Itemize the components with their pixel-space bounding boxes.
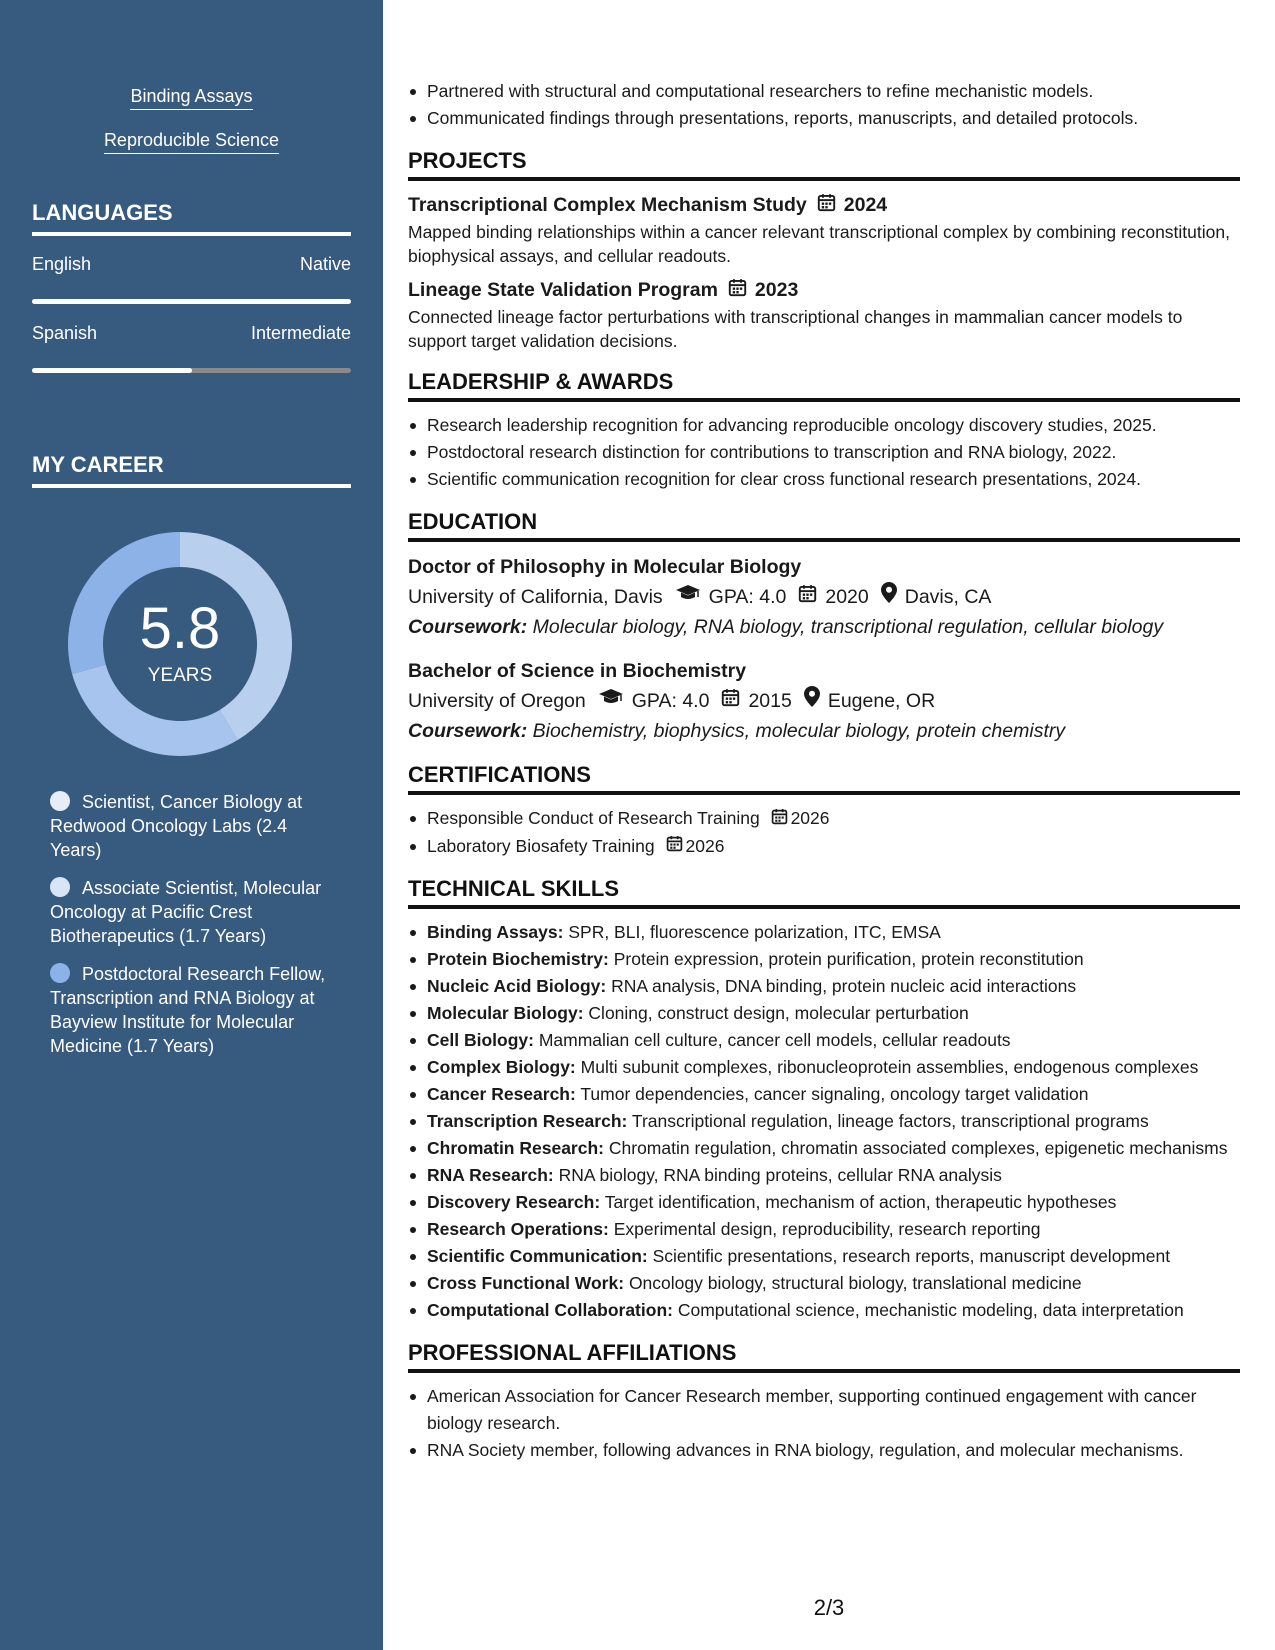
map-pin-icon [881,582,897,612]
project-title: Lineage State Validation Program [408,278,718,301]
project-item [408,276,1240,353]
skill-value: Protein expression, protein purification, protein reconstitution [613,949,1084,970]
gpa: GPA: 4.0 [631,689,710,712]
skill-tag: Binding Assays [130,86,252,110]
calendar-icon [817,192,836,220]
skill-label: Binding Assays: [427,922,564,943]
project-year: 2024 [843,194,888,216]
list-item: American Association for Cancer Research member, supporting continued engagement with cancer biology research. [408,1383,1240,1437]
list-item [408,1243,1240,1270]
skill-label: Discovery Research: [427,1192,601,1213]
graduation-cap-icon [675,582,701,612]
education-year: 2015 [748,689,792,712]
list-item [408,1135,1240,1162]
language-bar-english [32,299,351,304]
skill-value: Experimental design, reproducibility, research reporting [613,1219,1041,1240]
calendar-icon [721,686,740,716]
skill-value: RNA biology, RNA binding proteins, cellular RNA analysis [558,1165,1002,1186]
skill-label: Transcription Research: [427,1111,628,1132]
language-level: Intermediate [250,323,351,343]
career-total-years: 5.8 [139,596,221,661]
coursework: Biochemistry, biophysics, molecular biology, protein chemistry [532,719,1066,742]
skill-value: SPR, BLI, fluorescence polarization, ITC, EMSA [568,922,941,943]
skill-tag: Reproducible Science [104,130,279,154]
technical-skills-list [408,919,1240,1324]
skill-label: Nucleic Acid Biology: [427,976,607,997]
certification-year: 2026 [790,807,830,828]
list-item: Postdoctoral research distinction for contributions to transcription and RNA biology, 2022. [408,439,1240,466]
affiliations-heading: PROFESSIONAL AFFILIATIONS [408,1340,1240,1373]
certifications-heading: CERTIFICATIONS [408,762,1240,795]
list-item [408,919,1240,946]
leadership-heading: LEADERSHIP & AWARDS [408,369,1240,402]
list-item [408,1000,1240,1027]
skill-value: Cloning, construct design, molecular perturbation [588,1003,969,1024]
list-item: RNA Society member, following advances in RNA biology, regulation, and molecular mechanisms. [408,1437,1240,1464]
skill-value: Chromatin regulation, chromatin associated complexes, epigenetic mechanisms [608,1138,1228,1159]
skill-value: Multi subunit complexes, ribonucleoprotein assemblies, endogenous complexes [580,1057,1199,1078]
calendar-icon [666,833,683,860]
list-item: Scientific communication recognition for clear cross functional research presentations, 2024. [408,466,1240,493]
coursework: Molecular biology, RNA biology, transcriptional regulation, cellular biology [532,615,1164,638]
skill-value: Tumor dependencies, cancer signaling, oncology target validation [580,1084,1089,1105]
skill-label: RNA Research: [427,1165,554,1186]
language-bar-fill [32,299,351,304]
sidebar [0,0,383,1650]
certification-name: Responsible Conduct of Research Training [427,807,760,828]
skill-value: Target identification, mechanism of action, therapeutic hypotheses [604,1192,1117,1213]
list-item [408,973,1240,1000]
skill-value: Computational science, mechanistic modeling, data interpretation [677,1300,1184,1321]
career-item-text: Scientist, Cancer Biology at Redwood Oncology Labs (2.4 Years) [50,792,303,860]
language-name: Spanish [32,323,98,343]
calendar-icon [728,277,747,305]
skill-label: Research Operations: [427,1219,609,1240]
list-item [408,1162,1240,1189]
project-year: 2023 [754,278,799,301]
degree-title: Doctor of Philosophy in Molecular Biology [408,555,802,578]
experience-bullets [408,78,1240,132]
skill-label: Computational Collaboration: [427,1300,673,1321]
education-location: Davis, CA [904,585,992,608]
education-year: 2020 [825,585,869,608]
project-item [408,191,1240,268]
calendar-icon [771,806,788,833]
career-item [50,790,340,862]
list-item: Research leadership recognition for advancing reproducible oncology discovery studies, 2025. [408,412,1240,439]
school-name: University of Oregon [408,689,586,712]
list-item [408,833,1240,861]
list-item [408,1189,1240,1216]
skill-label: Cancer Research: [427,1084,576,1105]
skill-tags [0,86,383,174]
education-location: Eugene, OR [827,689,936,712]
career-heading: MY CAREER [32,452,351,488]
education-item [408,656,1240,746]
skill-value: Transcriptional regulation, lineage factors, transcriptional programs [631,1111,1149,1132]
list-item [408,1270,1240,1297]
language-row-english [32,254,351,275]
coursework-label: Coursework: [408,719,528,742]
career-item-text: Associate Scientist, Molecular Oncology at Pacific Crest Biotherapeutics (1.7 Years) [50,878,322,946]
skill-label: Complex Biology: [427,1057,576,1078]
list-item [408,1297,1240,1324]
career-legend-dot [50,791,70,811]
project-description: Connected lineage factor perturbations with transcriptional changes in mammalian cancer models to support target validation decisions. [408,306,1183,351]
career-total-unit: YEARS [147,665,213,686]
skill-value: Mammalian cell culture, cancer cell models, cellular readouts [538,1030,1011,1051]
skill-value: Oncology biology, structural biology, translational medicine [628,1273,1082,1294]
career-item [50,962,340,1058]
graduation-cap-icon [598,686,624,716]
main-content [408,78,1240,1464]
language-bar-spanish [32,368,351,373]
skill-label: Molecular Biology: [427,1003,584,1024]
language-bar-fill [32,368,192,373]
list-item [408,1054,1240,1081]
list-item [408,1108,1240,1135]
language-name: English [32,254,92,274]
degree-title: Bachelor of Science in Biochemistry [408,659,747,682]
language-row-spanish [32,323,351,344]
language-level: Native [299,254,351,274]
affiliations-list [408,1383,1240,1464]
career-legend-dot [50,877,70,897]
project-title: Transcriptional Complex Mechanism Study [408,194,807,216]
page-number: 2/3 [813,1595,845,1620]
education-heading: EDUCATION [408,509,1240,542]
list-item [408,805,1240,833]
career-item-text: Postdoctoral Research Fellow, Transcription and RNA Biology at Bayview Institute for Molecular Medicine (1.7 Years) [50,964,326,1056]
career-legend-dot [50,963,70,983]
career-list [50,790,340,1072]
career-item [50,876,340,948]
school-name: University of California, Davis [408,585,663,608]
certifications-list [408,805,1240,861]
certification-year: 2026 [685,835,725,856]
certification-name: Laboratory Biosafety Training [427,835,655,856]
skill-label: Cell Biology: [427,1030,534,1051]
projects-heading: PROJECTS [408,148,1240,181]
skill-label: Protein Biochemistry: [427,949,609,970]
languages-heading: LANGUAGES [32,200,351,236]
map-pin-icon [804,686,820,716]
list-item [408,1216,1240,1243]
list-item [408,1027,1240,1054]
skill-label: Cross Functional Work: [427,1273,625,1294]
skill-label: Scientific Communication: [427,1246,648,1267]
technical-skills-heading: TECHNICAL SKILLS [408,876,1240,909]
list-item: Partnered with structural and computational researchers to refine mechanistic models. [408,78,1240,105]
skill-value: Scientific presentations, research reports, manuscript development [652,1246,1171,1267]
education-item [408,552,1240,642]
project-description: Mapped binding relationships within a cancer relevant transcriptional complex by combining reconstitution, biophysical assays, and cellular readouts. [408,221,1230,266]
skill-label: Chromatin Research: [427,1138,604,1159]
gpa: GPA: 4.0 [708,585,787,608]
coursework-label: Coursework: [408,615,528,638]
leadership-list [408,412,1240,493]
list-item [408,1081,1240,1108]
list-item [408,946,1240,973]
skill-value: RNA analysis, DNA binding, protein nucleic acid interactions [611,976,1077,997]
list-item: Communicated findings through presentations, reports, manuscripts, and detailed protocols. [408,105,1240,132]
calendar-icon [798,582,817,612]
